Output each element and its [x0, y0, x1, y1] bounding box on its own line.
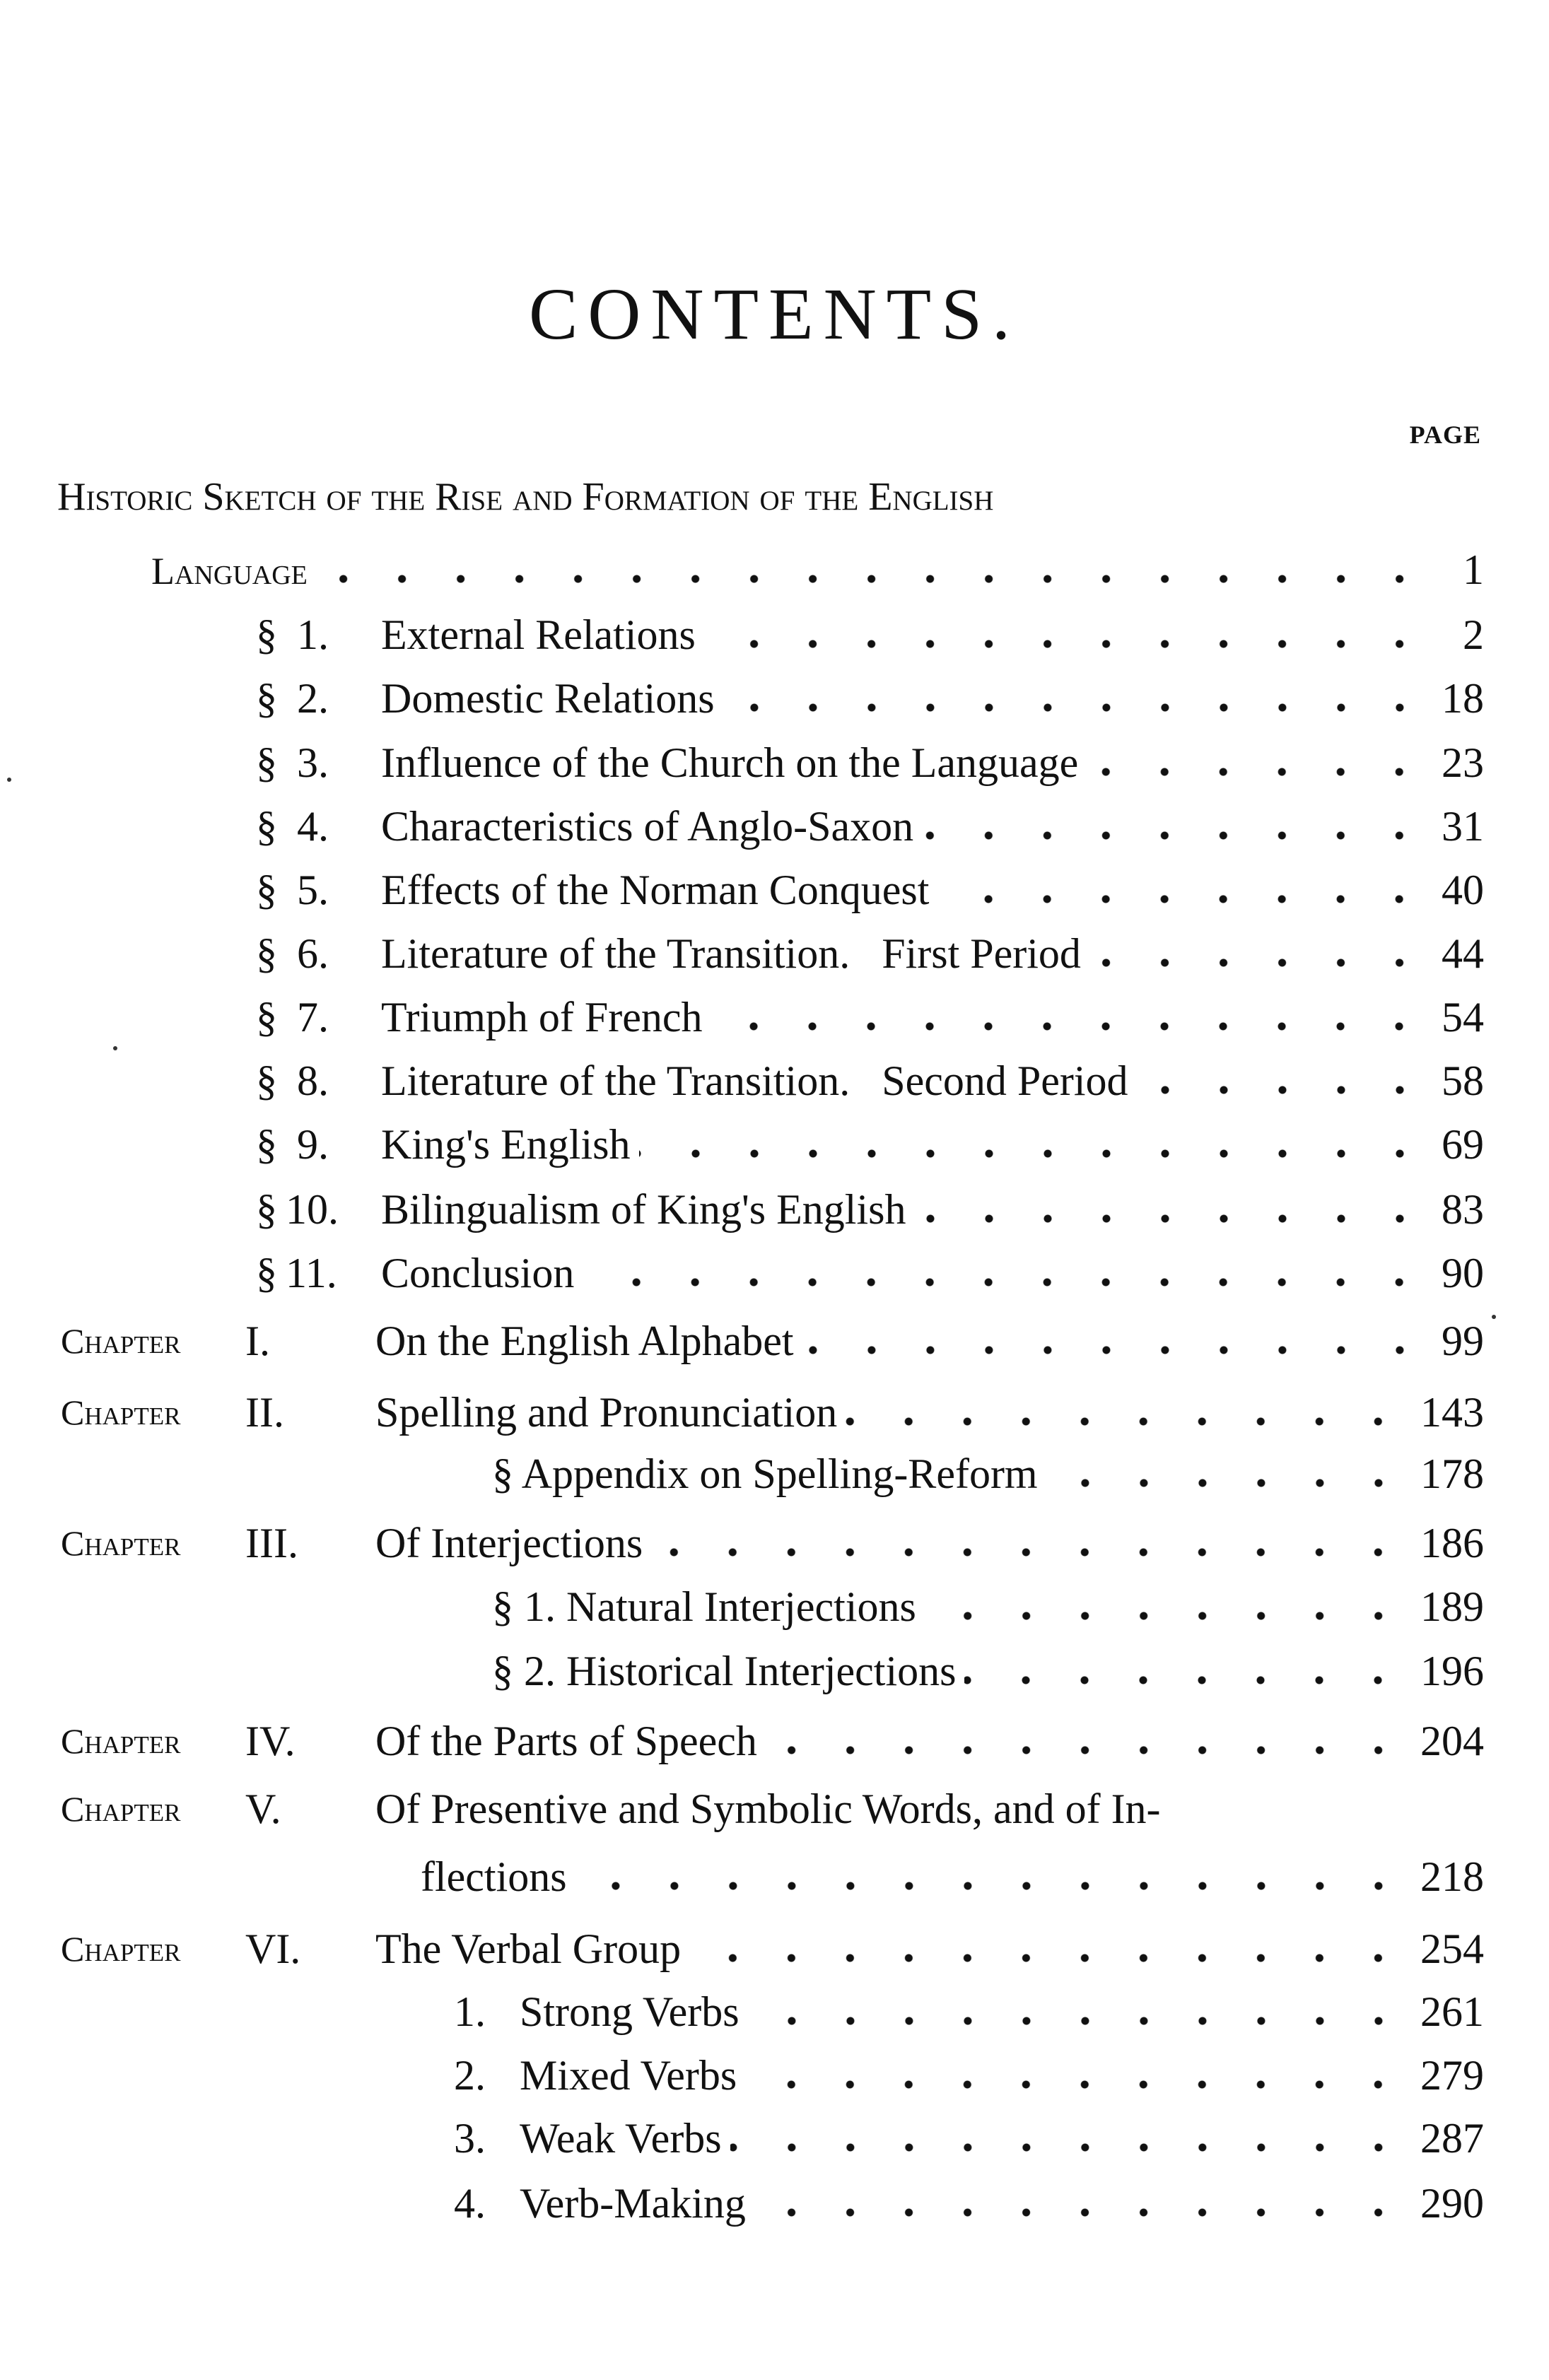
- page-column-header: PAGE: [1409, 421, 1481, 449]
- section-symbol: §: [256, 1121, 277, 1168]
- entry-page: 23: [1442, 739, 1484, 786]
- chapter-number: III.: [245, 1520, 298, 1566]
- section-symbol: §: [256, 1057, 277, 1104]
- chapter-label: Chapter: [61, 1321, 181, 1361]
- entry-title: Language: [151, 550, 308, 592]
- entry-title: Verb-Making: [520, 2180, 746, 2227]
- entry-title: Of Presentive and Symbolic Words, and of In-: [375, 1786, 1161, 1832]
- entry-title: Effects of the Norman Conquest: [381, 867, 930, 913]
- dot-leader: [802, 1345, 1429, 1355]
- entry-page: 189: [1420, 1583, 1484, 1630]
- entry-title: Literature of the Transition. Second Period: [381, 1057, 1128, 1104]
- toc-entry[interactable]: [492, 1646, 1484, 1696]
- toc-entry[interactable]: [381, 929, 1484, 978]
- chapter-label: Chapter: [61, 1721, 181, 1761]
- toc-entry[interactable]: [492, 1582, 1484, 1631]
- toc-entry[interactable]: [375, 1518, 1484, 1568]
- toc-entry[interactable]: [375, 1784, 1484, 1834]
- toc-entry[interactable]: [375, 1716, 1484, 1766]
- entry-title: External Relations: [381, 611, 696, 658]
- toc-entry[interactable]: [520, 2179, 1484, 2228]
- entry-title: Spelling and Pronunciation: [375, 1389, 838, 1436]
- entry-title: Conclusion: [381, 1250, 575, 1296]
- section-number: 9.: [297, 1121, 329, 1168]
- entry-page: 58: [1442, 1057, 1484, 1104]
- entry-title: Characteristics of Anglo-Saxon: [381, 803, 914, 850]
- entry-page: 54: [1442, 994, 1484, 1040]
- entry-page: 1: [1463, 546, 1484, 593]
- dot-leader: [964, 1675, 1408, 1685]
- subsection-number: 1.: [454, 1988, 486, 2035]
- section-symbol: §: [256, 994, 277, 1040]
- subsection-number: 3.: [454, 2115, 486, 2162]
- entry-title: Mixed Verbs: [520, 2052, 737, 2099]
- section-number: 11.: [286, 1250, 337, 1296]
- section-number: 6.: [297, 930, 329, 977]
- dot-leader: [711, 1021, 1429, 1031]
- subsection-number: 2.: [454, 2052, 486, 2099]
- toc-entry[interactable]: [492, 1449, 1484, 1499]
- entry-page: 90: [1442, 1250, 1484, 1296]
- toc-entry[interactable]: [375, 1388, 1484, 1437]
- entry-title: Influence of the Church on the Language: [381, 739, 1079, 786]
- section-symbol: §: [256, 1186, 277, 1233]
- toc-entry[interactable]: [520, 1987, 1484, 2036]
- section-number: 5.: [297, 867, 329, 913]
- entry-page: 31: [1442, 803, 1484, 850]
- toc-entry[interactable]: [381, 992, 1484, 1042]
- chapter-number: II.: [245, 1389, 284, 1436]
- entry-page: 178: [1420, 1450, 1484, 1497]
- toc-entry[interactable]: [381, 738, 1484, 787]
- entry-title: The Verbal Group: [375, 1925, 682, 1972]
- heading-line-1: Historic Sketch of the Rise and Formation of the English: [57, 475, 994, 519]
- chapter-number: I.: [245, 1318, 270, 1364]
- dot-leader: [915, 1214, 1430, 1224]
- chapter-number: V.: [245, 1786, 281, 1832]
- entry-title: Literature of the Transition. First Period: [381, 930, 1081, 977]
- section-number: 1.: [297, 611, 329, 658]
- section-symbol: §: [256, 611, 277, 658]
- chapter-label: Chapter: [61, 1523, 181, 1563]
- toc-entry[interactable]: [381, 802, 1484, 851]
- toc-entry[interactable]: [375, 1316, 1484, 1366]
- entry-title: § 2. Historical Interjections: [492, 1648, 957, 1694]
- entry-page: 2: [1463, 611, 1484, 658]
- entry-page: 143: [1420, 1389, 1484, 1436]
- entry-title: Strong Verbs: [520, 1988, 740, 2035]
- entry-title: Of Interjections: [375, 1520, 643, 1566]
- entry-page: 18: [1442, 675, 1484, 722]
- dot-leader: [1137, 1085, 1429, 1095]
- entry-title: § Appendix on Spelling-Reform: [492, 1450, 1038, 1497]
- dot-leader: [1089, 958, 1429, 968]
- entry-title: Domestic Relations: [381, 675, 715, 722]
- section-number: 7.: [297, 994, 329, 1040]
- entry-title: § 1. Natural Interjections: [492, 1583, 916, 1630]
- section-number: 3.: [297, 739, 329, 786]
- dot-leader: [316, 574, 1429, 584]
- dot-leader: [922, 831, 1429, 840]
- section-symbol: §: [256, 739, 277, 786]
- toc-entry[interactable]: [381, 674, 1484, 723]
- dot-leader: [754, 2208, 1408, 2217]
- entry-page: 40: [1442, 867, 1484, 913]
- entry-page: 44: [1442, 930, 1484, 977]
- entry-page: 186: [1420, 1520, 1484, 1566]
- dot-leader: [1046, 1478, 1408, 1488]
- entry-title: Weak Verbs: [520, 2115, 722, 2162]
- entry-title: King's English: [381, 1121, 631, 1168]
- toc-entry[interactable]: [381, 1056, 1484, 1106]
- section-symbol: §: [256, 867, 277, 913]
- entry-page: 99: [1442, 1318, 1484, 1364]
- page-title: CONTENTS.: [528, 274, 1021, 355]
- section-number: 2.: [297, 675, 329, 722]
- chapter-number: IV.: [245, 1718, 296, 1764]
- chapter-label: Chapter: [61, 1929, 181, 1969]
- section-symbol: §: [256, 803, 277, 850]
- entry-page: 69: [1442, 1121, 1484, 1168]
- dot-leader: [730, 2142, 1408, 2152]
- chapter-label: Chapter: [61, 1789, 181, 1829]
- section-symbol: §: [256, 930, 277, 977]
- dot-leader: [937, 894, 1429, 904]
- toc-entry[interactable]: [381, 1185, 1484, 1234]
- entry-page: 218: [1420, 1853, 1484, 1900]
- entry-page: 196: [1420, 1648, 1484, 1694]
- subsection-number: 4.: [454, 2180, 486, 2227]
- toc-entry[interactable]: [520, 2051, 1484, 2100]
- entry-title: Of the Parts of Speech: [375, 1718, 757, 1764]
- dot-leader: [745, 2080, 1408, 2089]
- toc-entry[interactable]: [381, 865, 1484, 915]
- section-number: 10.: [286, 1186, 339, 1233]
- toc-entry[interactable]: [381, 1120, 1484, 1169]
- entry-page: 204: [1420, 1718, 1484, 1764]
- dot-leader: [1087, 767, 1429, 777]
- dot-leader: [689, 1953, 1408, 1963]
- toc-entry[interactable]: [520, 2114, 1484, 2163]
- dot-leader: [575, 1881, 1408, 1891]
- dot-leader: [748, 2016, 1408, 2026]
- dot-leader: [723, 703, 1429, 713]
- section-symbol: §: [256, 1250, 277, 1296]
- entry-page: 290: [1420, 2180, 1484, 2227]
- dot-leader: [766, 1745, 1408, 1755]
- toc-entry-language[interactable]: [151, 545, 1484, 596]
- section-number: 4.: [297, 803, 329, 850]
- dot-leader: [925, 1611, 1408, 1621]
- section-number: 8.: [297, 1057, 329, 1104]
- dot-leader: [651, 1547, 1408, 1557]
- entry-page: 254: [1420, 1925, 1484, 1972]
- section-symbol: §: [256, 675, 277, 722]
- entry-page: 83: [1442, 1186, 1484, 1233]
- chapter-number: VI.: [245, 1925, 301, 1972]
- entry-page: 287: [1420, 2115, 1484, 2162]
- entry-page: 261: [1420, 1988, 1484, 2035]
- entry-title: Bilingualism of King's English: [381, 1186, 906, 1233]
- toc-entry[interactable]: [381, 610, 1484, 660]
- toc-entry[interactable]: [381, 1248, 1484, 1298]
- dot-leader: [583, 1277, 1429, 1287]
- dot-leader: [704, 639, 1429, 649]
- entry-title: On the English Alphabet: [375, 1318, 794, 1364]
- entry-title: Triumph of French: [381, 994, 703, 1040]
- dot-leader: [846, 1417, 1408, 1426]
- chapter-label: Chapter: [61, 1393, 181, 1432]
- entry-title: flections: [421, 1853, 567, 1900]
- dot-leader: [639, 1149, 1430, 1159]
- toc-entry[interactable]: [375, 1924, 1484, 1974]
- entry-page: 279: [1420, 2052, 1484, 2099]
- toc-entry[interactable]: [421, 1852, 1484, 1901]
